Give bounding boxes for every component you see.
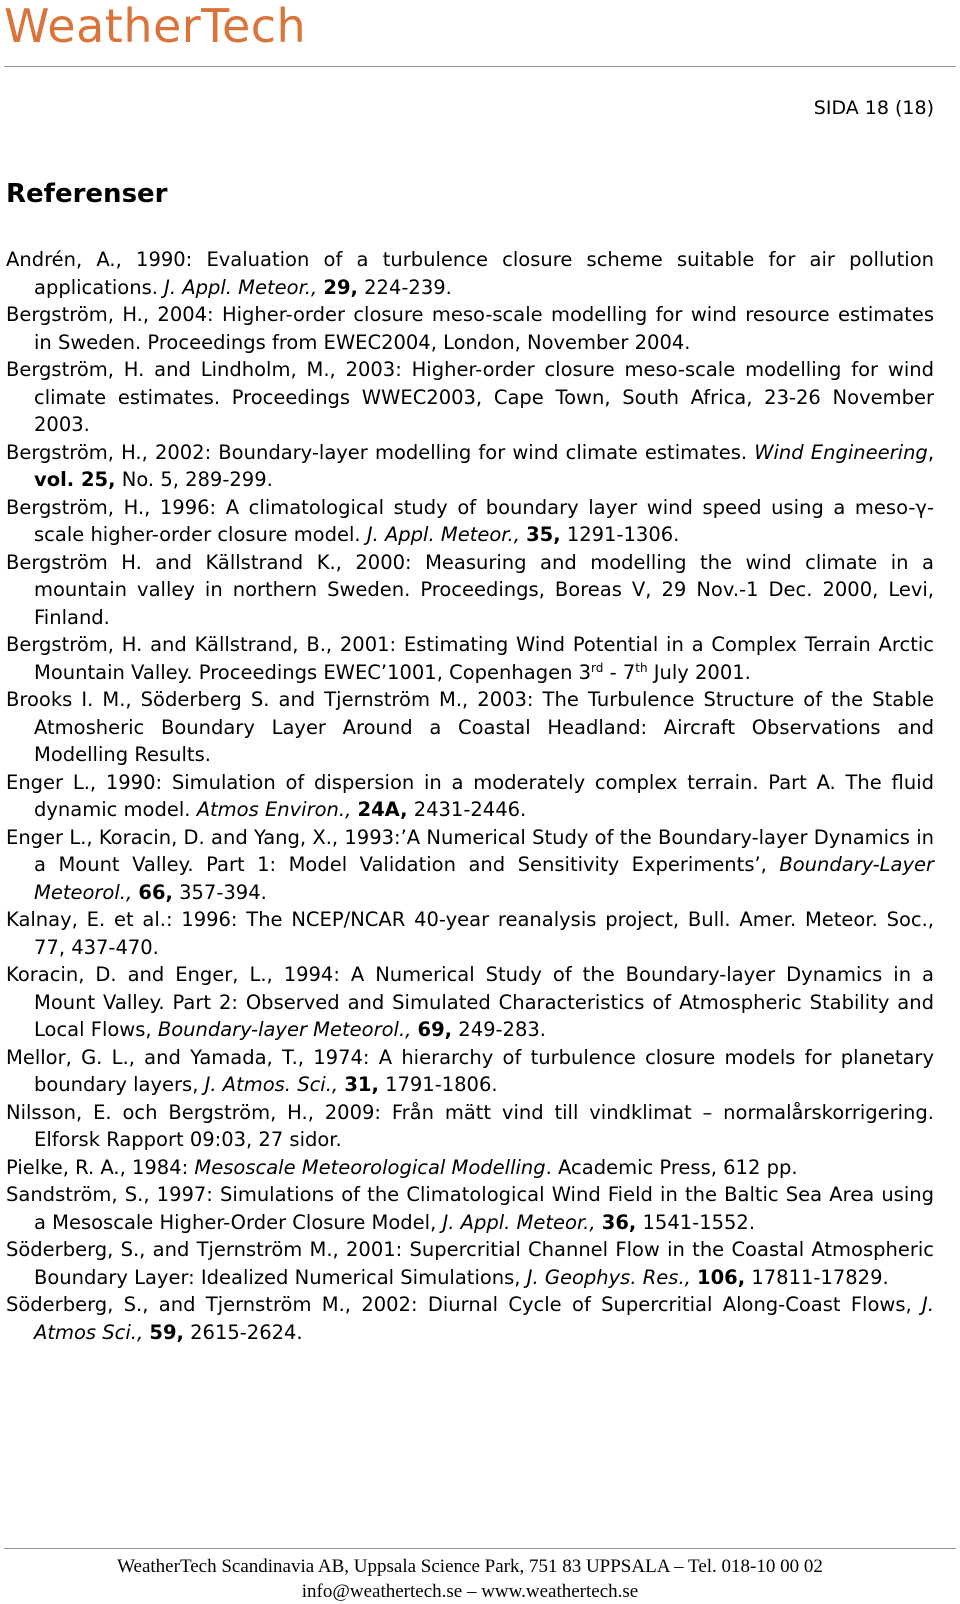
reference-text: 2431-2446. <box>407 798 527 821</box>
reference-entry <box>6 1044 934 1099</box>
reference-text: 224-239. <box>357 275 452 299</box>
reference-entry <box>6 631 934 686</box>
reference-entry <box>6 356 934 439</box>
reference-text: Bergström, H., 2004: Higher-order closure meso-scale modelling for wind resource estimates in Sweden. Proceedings from EWEC2004, London, November 2004. <box>6 303 934 354</box>
reference-text: Koracin, D. and Enger, L., 1994: A Numerical Study of the Boundary-layer Dynamics in a Mount Valley. Part 2: Observed and Simulated Characteristics of Atmospheric Stability and Local Flows, <box>6 963 934 1041</box>
reference-entry <box>6 961 934 1044</box>
reference-text: Andrén, A., 1990: Evaluation of a turbulence closure scheme suitable for air pollution applications. <box>6 248 934 299</box>
reference-text: J. Geophys. Res., <box>526 1265 691 1289</box>
reference-text: Söderberg, S., and Tjernström M., 2002: Diurnal Cycle of Supercritial Along-Coast Flows, <box>6 1293 923 1316</box>
reference-text: Mellor, G. L., and Yamada, T., 1974: A hierarchy of turbulence closure models for planetary boundary layers, <box>6 1045 934 1096</box>
reference-entry <box>6 439 934 494</box>
reference-text: Bergström, H., 1996: A climatological study of boundary layer wind speed using a meso-γ-scale higher-order closure model. <box>6 495 934 546</box>
reference-text: 106, <box>697 1265 746 1289</box>
reference-text: J. Atmos Sci., <box>34 1293 934 1344</box>
reference-text: 249-283. <box>452 1018 546 1041</box>
reference-text: th <box>635 660 648 675</box>
reference-text: July 2001. <box>647 660 751 684</box>
reference-text: 1291-1306. <box>560 523 680 546</box>
reference-text: 31, <box>344 1073 379 1096</box>
reference-text: Bergström H. and Källstrand K., 2000: Measuring and modelling the wind climate in a mountain valley in northern Sweden. Proceedings, Boreas V, 29 Nov.-1 Dec. 2000, Levi, Finland. <box>6 550 934 629</box>
reference-entry <box>6 1154 934 1182</box>
reference-entry <box>6 1291 934 1346</box>
reference-text: 36, <box>601 1210 637 1234</box>
reference-entry <box>6 1099 934 1154</box>
reference-text: 69, <box>417 1018 453 1041</box>
reference-entry <box>6 494 934 549</box>
reference-text: Nilsson, E. och Bergström, H., 2009: Från mätt vind till vindklimat – normalårskorrigering. Elforsk Rapport 09:03, 27 sidor. <box>6 1100 934 1151</box>
reference-text: 35, <box>526 523 561 546</box>
reference-text: Brooks I. M., Söderberg S. and Tjernström M., 2003: The Turbulence Structure of the Stable Atmosheric Boundary Layer Around a Coastal Headland: Aircraft Observations and Modelling Results. <box>6 688 934 766</box>
reference-text: Enger L., Koracin, D. and Yang, X., 1993:’A Numerical Study of the Boundary-layer Dynamics in a Mount Valley. Part 1: Model Validation and Sensitivity Experiments’, <box>6 825 934 876</box>
reference-text: 17811-17829. <box>745 1265 889 1289</box>
reference-list <box>6 246 934 1346</box>
reference-text: . Academic Press, 612 pp. <box>545 1155 798 1179</box>
reference-text: J. Atmos. Sci., <box>204 1073 339 1096</box>
reference-text: J. Appl. Meteor., <box>164 275 318 299</box>
reference-text: - 7 <box>603 660 636 684</box>
reference-text: 1541-1552. <box>636 1210 756 1234</box>
reference-entry <box>6 301 934 356</box>
reference-text: 2615-2624. <box>183 1320 303 1344</box>
reference-text: J. Appl. Meteor., <box>366 523 520 546</box>
page-number: SIDA 18 (18) <box>813 97 934 119</box>
reference-text: J. Appl. Meteor., <box>442 1210 596 1234</box>
reference-text: Bergström, H. and Källstrand, B., 2001: Estimating Wind Potential in a Complex Terrain Arctic Mountain Valley. Proceedings EWEC’1001, Copenhagen 3 <box>6 633 934 684</box>
section-title: Referenser <box>6 179 168 209</box>
reference-text: 357-394. <box>172 880 267 904</box>
reference-text: Sandström, S., 1997: Simulations of the Climatological Wind Field in the Baltic Sea Area using a Mesoscale Higher-Order Closure Model, <box>6 1183 934 1234</box>
footer-contact: info@weathertech.se – www.weathertech.se <box>301 1581 639 1602</box>
reference-text: 66, <box>138 880 173 904</box>
header-divider <box>4 66 956 67</box>
reference-text: vol. 25, <box>34 468 116 491</box>
footer-divider <box>4 1548 956 1549</box>
reference-text: Boundary-Layer Meteorol., <box>34 853 934 904</box>
reference-entry <box>6 824 934 907</box>
reference-entry <box>6 1236 934 1291</box>
reference-entry <box>6 906 934 961</box>
reference-entry <box>6 769 934 824</box>
reference-text: No. 5, 289-299. <box>115 468 273 491</box>
reference-text: Atmos Environ., <box>196 798 352 821</box>
reference-text: , <box>927 440 935 464</box>
reference-text: 59, <box>149 1320 184 1344</box>
reference-entry <box>6 549 934 632</box>
reference-text: Boundary-layer Meteorol., <box>157 1018 412 1041</box>
reference-text: Kalnay, E. et al.: 1996: The NCEP/NCAR 40-year reanalysis project, Bull. Amer. Meteor. Soc., 77, 437-470. <box>6 908 934 959</box>
reference-text: Söderberg, S., and Tjernström M., 2001: Supercritial Channel Flow in the Coastal Atmospheric Boundary Layer: Idealized Numerical Simulations, <box>6 1238 934 1289</box>
reference-text: 1791-1806. <box>378 1073 498 1096</box>
reference-text: 29, <box>323 275 358 299</box>
reference-entry <box>6 246 934 301</box>
reference-text: rd <box>591 660 604 675</box>
reference-text: Bergström, H., 2002: Boundary-layer modelling for wind climate estimates. <box>6 440 755 464</box>
reference-entry <box>6 1181 934 1236</box>
reference-text: Wind Engineering <box>754 440 928 464</box>
page-footer <box>0 1554 940 1604</box>
reference-text: 24A, <box>357 798 408 821</box>
reference-text: Pielke, R. A., 1984: <box>6 1155 195 1179</box>
weathertech-logo: WeatherTech <box>4 0 307 53</box>
reference-text: Mesoscale Meteorological Modelling <box>194 1155 546 1179</box>
reference-text: Bergström, H. and Lindholm, M., 2003: Higher-order closure meso-scale modelling for wind climate estimates. Proceedings WWEC2003, Cape Town, South Africa, 23-26 November 2003. <box>6 358 934 436</box>
reference-entry <box>6 686 934 769</box>
footer-address: WeatherTech Scandinavia AB, Uppsala Science Park, 751 83 UPPSALA – Tel. 018-10 00 02 <box>117 1556 823 1577</box>
reference-text: Enger L., 1990: Simulation of dispersion in a moderately complex terrain. Part A. The fluid dynamic model. <box>6 770 934 821</box>
